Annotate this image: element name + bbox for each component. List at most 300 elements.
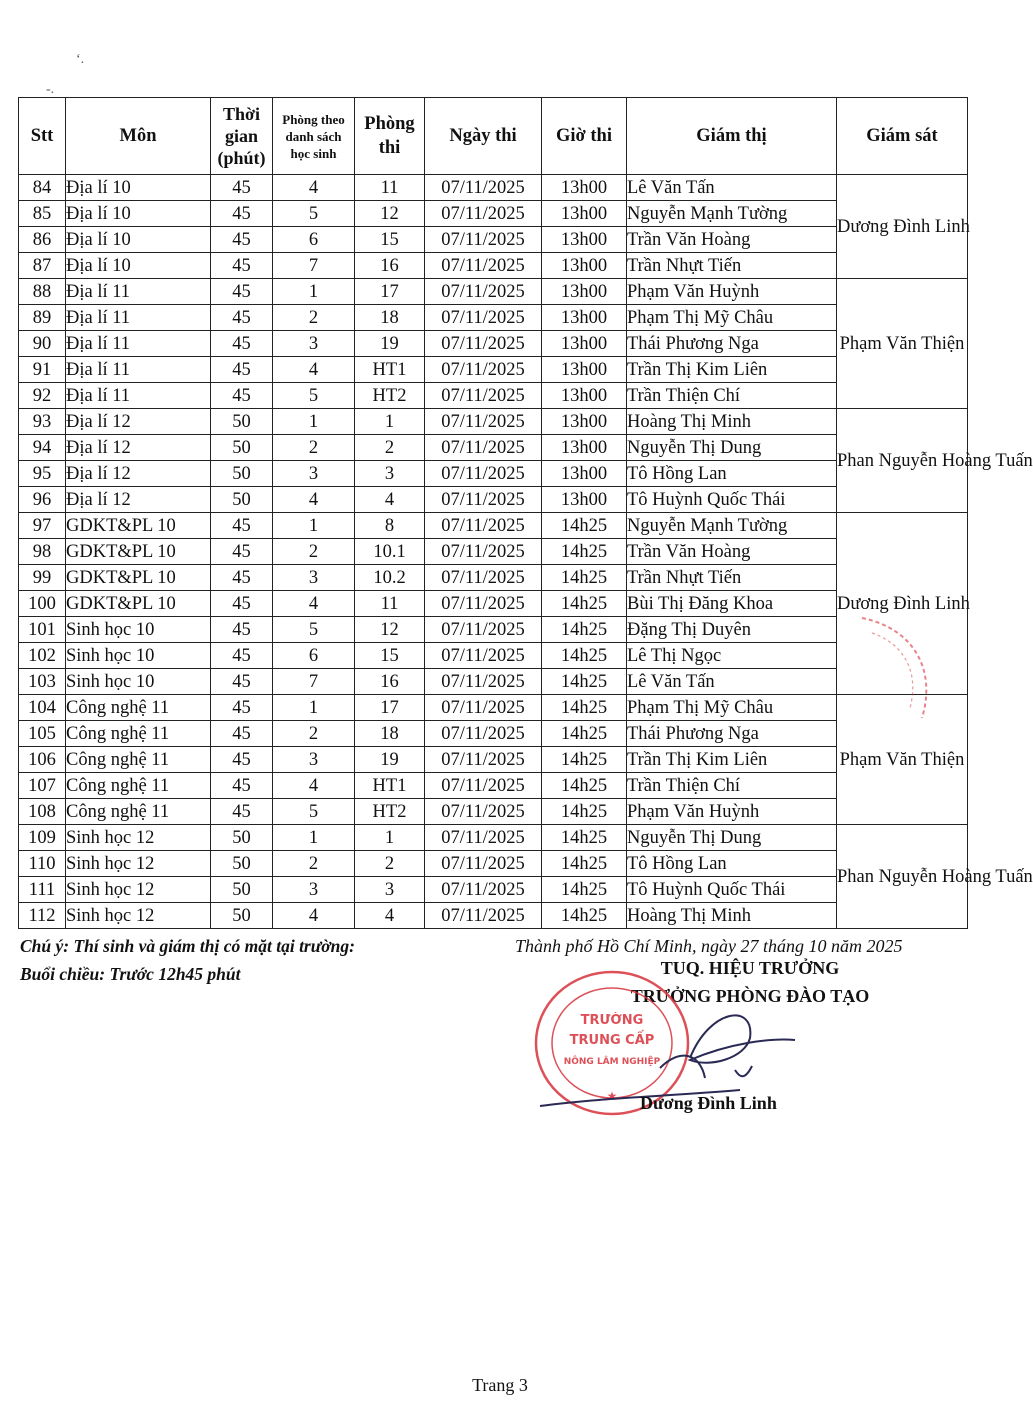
- row-stt: 110: [19, 851, 66, 877]
- row-list-room: 2: [273, 305, 355, 331]
- row-exam-room: 1: [355, 825, 425, 851]
- row-list-room: 1: [273, 513, 355, 539]
- row-subject: Địa lí 11: [66, 279, 211, 305]
- row-list-room: 4: [273, 591, 355, 617]
- row-subject: Địa lí 11: [66, 305, 211, 331]
- header-thoi-gian-line: (phút): [217, 148, 266, 168]
- table-row: [19, 669, 968, 695]
- row-date: 07/11/2025: [425, 331, 542, 357]
- row-stt: 98: [19, 539, 66, 565]
- row-time: 14h25: [542, 721, 627, 747]
- row-exam-room: 19: [355, 331, 425, 357]
- place-date: Thành phố Hồ Chí Minh, ngày 27 tháng 10 năm 2025: [515, 936, 903, 956]
- row-duration: 50: [211, 825, 273, 851]
- partial-stamp-mark: [842, 608, 938, 728]
- row-subject: Địa lí 12: [66, 461, 211, 487]
- row-subject: Công nghệ 11: [66, 799, 211, 825]
- row-time: 13h00: [542, 227, 627, 253]
- row-supervisor: Dương Đình Linh: [837, 175, 968, 279]
- row-subject: Địa lí 10: [66, 201, 211, 227]
- header-phong-thi: [355, 98, 425, 175]
- row-stt: 95: [19, 461, 66, 487]
- row-time: 13h00: [542, 357, 627, 383]
- row-duration: 45: [211, 227, 273, 253]
- row-date: 07/11/2025: [425, 773, 542, 799]
- row-date: 07/11/2025: [425, 721, 542, 747]
- table-row: [19, 747, 968, 773]
- table-row: [19, 539, 968, 565]
- row-proctor: Nguyễn Mạnh Tường: [627, 201, 837, 227]
- row-list-room: 4: [273, 175, 355, 201]
- footer-note: [20, 932, 355, 988]
- table-row: [19, 903, 968, 929]
- row-proctor: Trần Thị Kim Liên: [627, 357, 837, 383]
- table-row: [19, 877, 968, 903]
- header-phong-theo-line: Phòng theo: [282, 111, 345, 127]
- row-date: 07/11/2025: [425, 513, 542, 539]
- row-exam-room: 15: [355, 227, 425, 253]
- row-proctor: Hoàng Thị Minh: [627, 409, 837, 435]
- table-row: [19, 279, 968, 305]
- table-row: [19, 513, 968, 539]
- row-subject: Sinh học 10: [66, 643, 211, 669]
- row-date: 07/11/2025: [425, 591, 542, 617]
- row-time: 14h25: [542, 825, 627, 851]
- row-stt: 92: [19, 383, 66, 409]
- header-phong-thi-line: thi: [378, 138, 401, 158]
- row-list-room: 1: [273, 825, 355, 851]
- table-row: [19, 357, 968, 383]
- row-stt: 91: [19, 357, 66, 383]
- row-time: 13h00: [542, 175, 627, 201]
- row-list-room: 6: [273, 643, 355, 669]
- row-duration: 45: [211, 747, 273, 773]
- row-stt: 108: [19, 799, 66, 825]
- row-stt: 88: [19, 279, 66, 305]
- row-subject: GDKT&PL 10: [66, 513, 211, 539]
- row-proctor: Hoàng Thị Minh: [627, 903, 837, 929]
- row-proctor: Tô Huỳnh Quốc Thái: [627, 877, 837, 903]
- row-proctor: Thái Phương Nga: [627, 331, 837, 357]
- row-supervisor: Phan Nguyễn Hoàng Tuấn: [837, 409, 968, 513]
- row-date: 07/11/2025: [425, 435, 542, 461]
- note-line: Buổi chiều: Trước 12h45 phút: [20, 964, 241, 984]
- table-row: [19, 643, 968, 669]
- row-subject: Công nghệ 11: [66, 773, 211, 799]
- row-exam-room: 18: [355, 305, 425, 331]
- stamp-text: TRUNG CẤP: [569, 1033, 655, 1048]
- row-stt: 103: [19, 669, 66, 695]
- row-time: 14h25: [542, 591, 627, 617]
- row-exam-room: HT2: [355, 383, 425, 409]
- row-subject: GDKT&PL 10: [66, 591, 211, 617]
- table-row: [19, 409, 968, 435]
- row-stt: 106: [19, 747, 66, 773]
- row-proctor: Nguyễn Thị Dung: [627, 435, 837, 461]
- row-list-room: 7: [273, 669, 355, 695]
- row-subject: Địa lí 10: [66, 175, 211, 201]
- row-date: 07/11/2025: [425, 617, 542, 643]
- table-row: [19, 851, 968, 877]
- row-duration: 45: [211, 305, 273, 331]
- row-supervisor: Phạm Văn Thiện: [837, 695, 968, 825]
- table-row: [19, 721, 968, 747]
- row-stt: 86: [19, 227, 66, 253]
- row-date: 07/11/2025: [425, 175, 542, 201]
- row-exam-room: 17: [355, 695, 425, 721]
- row-exam-room: 11: [355, 175, 425, 201]
- row-duration: 50: [211, 435, 273, 461]
- signer-name: Dương Đình Linh: [640, 1093, 777, 1113]
- row-proctor: Trần Văn Hoàng: [627, 539, 837, 565]
- row-duration: 50: [211, 903, 273, 929]
- row-proctor: Trần Thiện Chí: [627, 383, 837, 409]
- row-list-room: 1: [273, 409, 355, 435]
- row-list-room: 4: [273, 357, 355, 383]
- stamp-text: TRƯỜNG: [580, 1013, 644, 1028]
- row-subject: Địa lí 12: [66, 409, 211, 435]
- row-stt: 109: [19, 825, 66, 851]
- header-phong-theo-line: học sinh: [290, 145, 337, 161]
- row-subject: Địa lí 10: [66, 253, 211, 279]
- header-giam-sat: Giám sát: [837, 98, 968, 175]
- table-row: [19, 435, 968, 461]
- row-time: 14h25: [542, 851, 627, 877]
- row-exam-room: 2: [355, 435, 425, 461]
- row-date: 07/11/2025: [425, 279, 542, 305]
- row-exam-room: 3: [355, 877, 425, 903]
- row-list-room: 4: [273, 773, 355, 799]
- table-row: [19, 617, 968, 643]
- row-time: 13h00: [542, 435, 627, 461]
- table-row: [19, 201, 968, 227]
- row-subject: Sinh học 10: [66, 669, 211, 695]
- sign-title: TUQ. HIỆU TRƯỞNG: [660, 958, 840, 978]
- row-duration: 45: [211, 175, 273, 201]
- row-date: 07/11/2025: [425, 305, 542, 331]
- row-proctor: Tô Hồng Lan: [627, 461, 837, 487]
- page-number: Trang 3: [472, 1375, 528, 1395]
- row-time: 13h00: [542, 409, 627, 435]
- row-proctor: Trần Nhựt Tiến: [627, 253, 837, 279]
- row-time: 14h25: [542, 799, 627, 825]
- row-stt: 97: [19, 513, 66, 539]
- header-thoi-gian-line: Thời: [223, 104, 260, 124]
- row-list-room: 6: [273, 227, 355, 253]
- row-stt: 102: [19, 643, 66, 669]
- sign-title: TRƯỞNG PHÒNG ĐÀO TẠO: [630, 986, 870, 1006]
- row-proctor: Trần Văn Hoàng: [627, 227, 837, 253]
- row-stt: 96: [19, 487, 66, 513]
- row-duration: 50: [211, 877, 273, 903]
- header-phong-thi-line: Phòng: [364, 114, 415, 134]
- row-subject: Sinh học 12: [66, 877, 211, 903]
- table-row: [19, 799, 968, 825]
- row-proctor: Trần Nhựt Tiến: [627, 565, 837, 591]
- row-list-room: 5: [273, 617, 355, 643]
- table-row: [19, 227, 968, 253]
- row-subject: Địa lí 11: [66, 357, 211, 383]
- row-time: 13h00: [542, 253, 627, 279]
- row-time: 14h25: [542, 539, 627, 565]
- row-time: 13h00: [542, 201, 627, 227]
- row-stt: 101: [19, 617, 66, 643]
- row-time: 13h00: [542, 461, 627, 487]
- row-subject: Sinh học 10: [66, 617, 211, 643]
- row-stt: 104: [19, 695, 66, 721]
- row-proctor: Nguyễn Mạnh Tường: [627, 513, 837, 539]
- row-duration: 45: [211, 513, 273, 539]
- row-duration: 45: [211, 773, 273, 799]
- row-duration: 45: [211, 383, 273, 409]
- row-stt: 84: [19, 175, 66, 201]
- row-time: 14h25: [542, 877, 627, 903]
- row-duration: 45: [211, 669, 273, 695]
- row-date: 07/11/2025: [425, 253, 542, 279]
- row-date: 07/11/2025: [425, 695, 542, 721]
- row-proctor: Tô Hồng Lan: [627, 851, 837, 877]
- row-subject: Công nghệ 11: [66, 747, 211, 773]
- row-list-room: 2: [273, 539, 355, 565]
- row-list-room: 4: [273, 903, 355, 929]
- header-ngay-thi: Ngày thi: [425, 98, 542, 175]
- row-list-room: 2: [273, 851, 355, 877]
- row-list-room: 2: [273, 435, 355, 461]
- row-date: 07/11/2025: [425, 643, 542, 669]
- row-stt: 93: [19, 409, 66, 435]
- row-proctor: Thái Phương Nga: [627, 721, 837, 747]
- row-duration: 45: [211, 643, 273, 669]
- row-exam-room: 17: [355, 279, 425, 305]
- row-stt: 105: [19, 721, 66, 747]
- scan-mark: -.: [46, 82, 55, 97]
- row-duration: 45: [211, 695, 273, 721]
- row-duration: 45: [211, 721, 273, 747]
- row-list-room: 5: [273, 799, 355, 825]
- row-date: 07/11/2025: [425, 227, 542, 253]
- row-exam-room: 18: [355, 721, 425, 747]
- table-row: [19, 773, 968, 799]
- row-duration: 50: [211, 461, 273, 487]
- row-date: 07/11/2025: [425, 461, 542, 487]
- header-thoi-gian-line: gian: [224, 126, 258, 146]
- header-phong-theo-danh-sach: [273, 98, 355, 175]
- row-date: 07/11/2025: [425, 669, 542, 695]
- row-subject: Địa lí 12: [66, 487, 211, 513]
- row-list-room: 3: [273, 461, 355, 487]
- row-list-room: 3: [273, 331, 355, 357]
- row-subject: Địa lí 11: [66, 383, 211, 409]
- row-proctor: Phạm Văn Huỳnh: [627, 279, 837, 305]
- row-duration: 50: [211, 409, 273, 435]
- row-stt: 94: [19, 435, 66, 461]
- row-duration: 45: [211, 591, 273, 617]
- exam-schedule-table: [18, 97, 1033, 929]
- row-date: 07/11/2025: [425, 201, 542, 227]
- header-phong-theo-line: danh sách: [285, 128, 342, 144]
- table-header-row: [19, 98, 968, 175]
- scan-mark: ‘.: [76, 52, 85, 67]
- row-duration: 45: [211, 253, 273, 279]
- row-exam-room: 15: [355, 643, 425, 669]
- row-exam-room: 12: [355, 617, 425, 643]
- row-date: 07/11/2025: [425, 747, 542, 773]
- row-subject: Địa lí 12: [66, 435, 211, 461]
- row-stt: 112: [19, 903, 66, 929]
- row-date: 07/11/2025: [425, 825, 542, 851]
- row-proctor: Bùi Thị Đăng Khoa: [627, 591, 837, 617]
- row-duration: 45: [211, 331, 273, 357]
- row-exam-room: HT2: [355, 799, 425, 825]
- table-row: [19, 461, 968, 487]
- row-list-room: 3: [273, 877, 355, 903]
- header-giam-thi: Giám thị: [627, 98, 837, 175]
- row-list-room: 1: [273, 695, 355, 721]
- row-proctor: Đặng Thị Duyên: [627, 617, 837, 643]
- header-mon: Môn: [66, 98, 211, 175]
- row-proctor: Phạm Thị Mỹ Châu: [627, 305, 837, 331]
- row-subject: GDKT&PL 10: [66, 565, 211, 591]
- row-exam-room: 16: [355, 253, 425, 279]
- row-time: 13h00: [542, 383, 627, 409]
- row-duration: 45: [211, 565, 273, 591]
- table-row: [19, 305, 968, 331]
- row-proctor: Nguyễn Thị Dung: [627, 825, 837, 851]
- row-supervisor: Phạm Văn Thiện: [837, 279, 968, 409]
- table-row: [19, 383, 968, 409]
- row-time: 14h25: [542, 773, 627, 799]
- row-proctor: Lê Văn Tấn: [627, 669, 837, 695]
- row-list-room: 3: [273, 565, 355, 591]
- row-duration: 45: [211, 201, 273, 227]
- row-subject: Công nghệ 11: [66, 695, 211, 721]
- table-body: [19, 175, 1033, 929]
- row-date: 07/11/2025: [425, 487, 542, 513]
- row-duration: 45: [211, 539, 273, 565]
- row-stt: 85: [19, 201, 66, 227]
- table-row: [19, 825, 968, 851]
- row-list-room: 7: [273, 253, 355, 279]
- row-stt: 89: [19, 305, 66, 331]
- row-time: 14h25: [542, 513, 627, 539]
- row-time: 13h00: [542, 305, 627, 331]
- row-exam-room: 10.2: [355, 565, 425, 591]
- header-gio-thi: Giờ thi: [542, 98, 627, 175]
- stamp-text: NÔNG LÂM NGHIỆP: [563, 1057, 661, 1067]
- row-exam-room: 19: [355, 747, 425, 773]
- table-row: [19, 253, 968, 279]
- svg-text:★: ★: [606, 1089, 618, 1103]
- row-stt: 100: [19, 591, 66, 617]
- row-duration: 50: [211, 851, 273, 877]
- row-stt: 90: [19, 331, 66, 357]
- row-date: 07/11/2025: [425, 877, 542, 903]
- row-proctor: Lê Văn Tấn: [627, 175, 837, 201]
- row-stt: 107: [19, 773, 66, 799]
- row-subject: Sinh học 12: [66, 825, 211, 851]
- row-time: 14h25: [542, 903, 627, 929]
- row-exam-room: 3: [355, 461, 425, 487]
- row-time: 13h00: [542, 487, 627, 513]
- row-list-room: 3: [273, 747, 355, 773]
- row-stt: 87: [19, 253, 66, 279]
- row-time: 14h25: [542, 643, 627, 669]
- row-duration: 50: [211, 487, 273, 513]
- row-exam-room: 2: [355, 851, 425, 877]
- row-subject: GDKT&PL 10: [66, 539, 211, 565]
- row-exam-room: 1: [355, 409, 425, 435]
- row-stt: 99: [19, 565, 66, 591]
- row-exam-room: 11: [355, 591, 425, 617]
- row-subject: Địa lí 11: [66, 331, 211, 357]
- row-exam-room: 8: [355, 513, 425, 539]
- row-exam-room: HT1: [355, 773, 425, 799]
- row-proctor: Phạm Thị Mỹ Châu: [627, 695, 837, 721]
- row-exam-room: 12: [355, 201, 425, 227]
- row-date: 07/11/2025: [425, 851, 542, 877]
- row-list-room: 2: [273, 721, 355, 747]
- row-subject: Sinh học 12: [66, 903, 211, 929]
- row-duration: 45: [211, 617, 273, 643]
- row-proctor: Phạm Văn Huỳnh: [627, 799, 837, 825]
- row-time: 14h25: [542, 669, 627, 695]
- row-exam-room: 16: [355, 669, 425, 695]
- row-subject: Sinh học 12: [66, 851, 211, 877]
- row-date: 07/11/2025: [425, 903, 542, 929]
- row-exam-room: 4: [355, 903, 425, 929]
- row-date: 07/11/2025: [425, 565, 542, 591]
- table-row: [19, 695, 968, 721]
- header-stt: Stt: [19, 98, 66, 175]
- table-row: [19, 591, 968, 617]
- row-time: 14h25: [542, 747, 627, 773]
- row-date: 07/11/2025: [425, 539, 542, 565]
- row-list-room: 1: [273, 279, 355, 305]
- row-duration: 45: [211, 279, 273, 305]
- row-list-room: 4: [273, 487, 355, 513]
- note-line: Chú ý: Thí sinh và giám thị có mặt tại trường:: [20, 936, 355, 956]
- row-supervisor: Phan Nguyễn Hoàng Tuấn: [837, 825, 968, 929]
- row-date: 07/11/2025: [425, 799, 542, 825]
- row-exam-room: 10.1: [355, 539, 425, 565]
- table-row: [19, 565, 968, 591]
- row-stt: 111: [19, 877, 66, 903]
- row-proctor: Lê Thị Ngọc: [627, 643, 837, 669]
- table-row: [19, 331, 968, 357]
- row-time: 14h25: [542, 617, 627, 643]
- row-time: 13h00: [542, 279, 627, 305]
- row-time: 14h25: [542, 695, 627, 721]
- row-exam-room: 4: [355, 487, 425, 513]
- row-time: 14h25: [542, 565, 627, 591]
- table-row: [19, 175, 968, 201]
- header-thoi-gian: [211, 98, 273, 175]
- row-list-room: 5: [273, 383, 355, 409]
- row-list-room: 5: [273, 201, 355, 227]
- row-date: 07/11/2025: [425, 357, 542, 383]
- row-duration: 45: [211, 799, 273, 825]
- row-supervisor: Dương Đình Linh: [837, 513, 968, 695]
- row-date: 07/11/2025: [425, 383, 542, 409]
- row-proctor: Tô Huỳnh Quốc Thái: [627, 487, 837, 513]
- table-row: [19, 487, 968, 513]
- row-proctor: Trần Thiện Chí: [627, 773, 837, 799]
- row-subject: Địa lí 10: [66, 227, 211, 253]
- row-duration: 45: [211, 357, 273, 383]
- row-exam-room: HT1: [355, 357, 425, 383]
- row-proctor: Trần Thị Kim Liên: [627, 747, 837, 773]
- row-subject: Công nghệ 11: [66, 721, 211, 747]
